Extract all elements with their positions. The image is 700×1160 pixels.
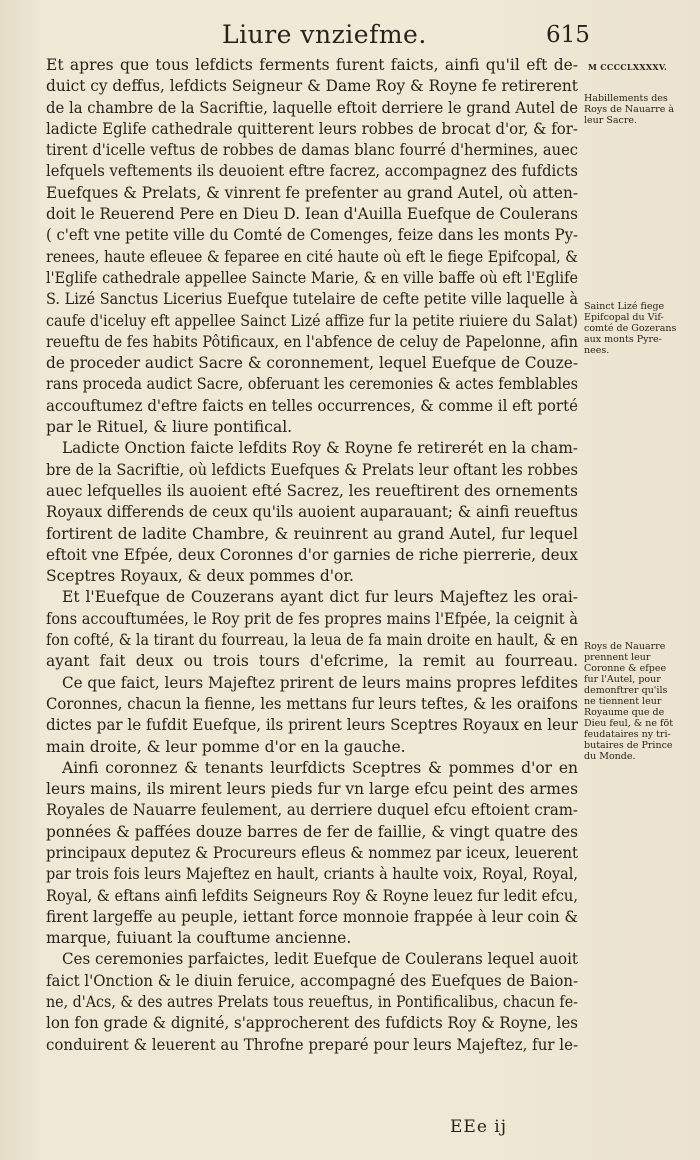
text-line: Royales de Nauarre feulement, au derriere duquel efcu eftoient cram- [46, 801, 578, 820]
text-line: Coronnes, chacun la fienne, les mettans fur leurs teftes, & les oraifons [46, 694, 579, 713]
text-line: Sceptres Royaux, & deux pommes d'or. [46, 567, 354, 586]
text-line: de proceder audict Sacre & coronnement, lequel Euefque de Couze- [46, 354, 579, 373]
sidenote-line: Roys de Nauarre [584, 641, 666, 652]
sidenote-line: butaires de Prince [584, 740, 673, 751]
sidenote-line: comté de Gozerans [584, 323, 677, 334]
text-line: conduirent & leuerent au Throfne preparé pour leurs Majeftez, fur le- [46, 1035, 579, 1054]
text-line: doit le Reuerend Pere en Dieu D. Iean d'Auilla Euefque de Coulerans [46, 205, 578, 224]
sidenote-line: Epifcopal du Vif- [584, 312, 664, 323]
margin-year-note: M CCCCLXXXXV. [588, 62, 668, 72]
sidenote-line: feudataires ny tri- [584, 729, 671, 740]
text-line: S. Lizé Sanctus Licerius Euefque tutelaire de cefte petite ville laquelle à [46, 290, 579, 309]
text-line: Ce que faict, leurs Majeftez prirent de leurs mains propres lefdites [62, 673, 579, 692]
body-text [46, 55, 578, 1056]
sidenote-line: aux monts Pyre- [584, 334, 662, 345]
text-line: firent largeffe au peuple, iettant force monnoie frappée à leur coin & [46, 907, 579, 926]
text-line: leurs mains, ils mirent leurs pieds fur vn large efcu peint des armes [46, 780, 579, 799]
text-line: Ainfi coronnez & tenants leurfdicts Sceptres & pommes d'or en [62, 758, 579, 777]
sidenote-line: prennent leur [584, 652, 651, 663]
text-line: bre de la Sacriftie, où lefdicts Euefques & Prelats leur oftant les robbes [46, 460, 579, 479]
text-line: fon cofté, & la tirant du fourreau, la leua de fa main droite en hault, & en [46, 631, 578, 650]
sidenote-line: Habillements des [584, 93, 668, 104]
text-line: rans proceda audict Sacre, obferuant les ceremonies & actes femblables [46, 375, 579, 394]
sidenote-line: Royaume que de [584, 707, 665, 718]
page-number: 615 [546, 22, 590, 48]
text-line: fortirent de ladite Chambre, & reuinrent au grand Autel, fur lequel [46, 524, 578, 543]
sidenote-roys-nauarre [584, 641, 700, 762]
text-line: de la chambre de la Sacriftie, laquelle eftoit derriere le grand Autel de [46, 98, 578, 117]
sidenote-line: fur l'Autel, pour [584, 674, 661, 685]
text-line: eftoit vne Efpée, deux Coronnes d'or garnies de riche pierrerie, deux [46, 545, 578, 564]
text-line: lon fon grade & dignité, s'approcherent des fufdicts Roy & Royne, les [46, 1014, 578, 1033]
text-line: fons accouftumées, le Roy prit de fes propres mains l'Efpée, la ceignit à [46, 609, 578, 628]
text-line: Et apres que tous lefdicts ferments furent faicts, ainfi qu'il eft de- [46, 56, 579, 74]
text-line: Ces ceremonies parfaictes, ledit Euefque de Coulerans lequel auoit [62, 950, 578, 969]
text-line: faict l'Onction & le diuin feruice, accompagné des Euefques de Baion- [46, 971, 579, 990]
sidenote-line: ne tiennent leur [584, 696, 662, 707]
text-line: Royal, & eftans ainfi lefdits Seigneurs Roy & Royne leuez fur ledit efcu, [46, 886, 578, 905]
sidenote-line: Coronne & efpee [584, 663, 667, 674]
text-line: ponnées & paffées douze barres de fer de faillie, & vingt quatre des [46, 822, 578, 841]
text-line: marque, fuiuant la couftume ancienne. [46, 929, 352, 948]
text-line: lefquels veftements ils deuoient eftre facrez, accompagnez des fufdicts [46, 162, 578, 181]
text-line: duict cy deffus, lefdicts Seigneur & Dame Roy & Royne fe retirerent [46, 77, 578, 96]
sidenote-line: leur Sacre. [584, 115, 638, 126]
sidenote-line: nees. [584, 345, 610, 356]
text-line: ayant fait deux ou trois tours d'efcrime, la remit au fourreau. [46, 652, 579, 671]
text-line: ladicte Eglife cathedrale quitterent leurs robbes de brocat d'or, & for- [46, 119, 578, 138]
sidenote-line: demonftrer qu'ils [584, 685, 668, 696]
text-line: ne, d'Acs, & des autres Prelats tous reueftus, in Pontificalibus, chacun fe- [46, 993, 578, 1012]
text-line: dictes par le fufdit Euefque, ils prirent leurs Sceptres Royaux en leur [46, 716, 579, 735]
text-line: auec lefquelles ils auoient efté Sacrez, les reueftirent des ornements [46, 481, 578, 500]
text-line: reueftu de fes habits Pôtificaux, en l'abfence de celuy de Papelonne, afin [46, 332, 578, 351]
sidenote-line: Dieu feul, & ne fōt [584, 718, 674, 729]
text-line: par le Rituel, & liure pontifical. [46, 418, 293, 437]
text-line: l'Eglife cathedrale appellee Saincte Marie, & en ville baffe où eft l'Eglife [46, 268, 579, 287]
text-line: tirent d'icelle veftus de robbes de damas blanc fourré d'hermines, auec [46, 141, 578, 160]
text-line: Et l'Euefque de Couzerans ayant dict fur leurs Majeftez les orai- [62, 588, 579, 607]
sidenote-saint-lize [584, 301, 700, 356]
running-header-title: Liure vnziefme. [222, 20, 427, 49]
text-line: Royaux differends de ceux qu'ils auoient auparauant; & ainfi reueftus [46, 503, 578, 522]
sidenote-line: Sainct Lizé fiege [584, 301, 665, 312]
sidenote-habillements [584, 93, 700, 126]
text-line: renees, haute efleuee & feparee en cité haute où eft le fiege Epifcopal, & [46, 247, 578, 266]
text-line: Euefques & Prelats, & vinrent fe prefenter au grand Autel, où atten- [46, 183, 579, 202]
text-line: principaux deputez & Procureurs efleus & nommez par iceux, leuerent [46, 843, 578, 862]
text-line: accouftumez d'eftre faicts en telles occurrences, & comme il eft porté [46, 396, 578, 415]
sidenote-line: du Monde. [584, 751, 636, 762]
text-line: caufe d'iceluy eft appellee Sainct Lizé affize fur la petite riuiere du Salat) [46, 311, 579, 330]
text-line: Ladicte Onction faicte lefdits Roy & Royne fe retirerét en la cham- [62, 439, 578, 458]
text-line: main droite, & leur pomme d'or en la gauche. [46, 737, 406, 756]
text-line: ( c'eft vne petite ville du Comté de Comenges, feize dans les monts Py- [46, 226, 579, 245]
signature-mark: EEe ij [450, 1117, 507, 1137]
sidenote-line: Roys de Nauarre à [584, 104, 675, 115]
text-line: par trois fois leurs Majeftez en hault, criants à haulte voix, Royal, Royal, [46, 865, 579, 884]
